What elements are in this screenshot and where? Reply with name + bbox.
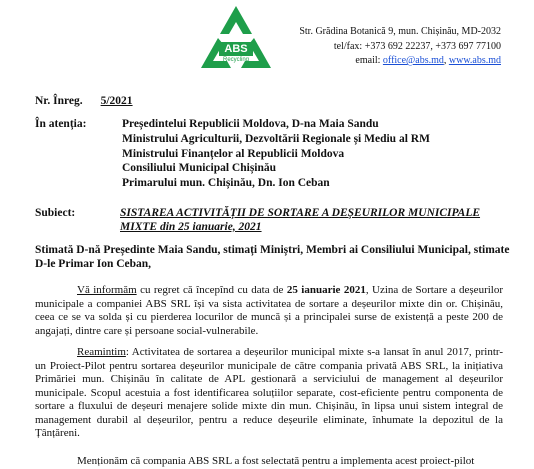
paragraph [35, 346, 503, 441]
subject-label: Subiect: [35, 207, 76, 219]
recipient: Consiliului Municipal Chișinău [122, 162, 277, 175]
registration [35, 95, 133, 107]
email-line [299, 54, 501, 69]
paragraph-bold: 25 ianuarie 2021 [286, 284, 366, 296]
paragraph-text: Menționăm că compania ABS SRL a fost selectată pentru a implementa acest proiect-pilot [77, 455, 475, 467]
recipient: Ministrului Agriculturii, Dezvoltării Regionale și Mediu al RM [122, 132, 430, 145]
paragraph-text: : Activitatea de sortarea a deșeurilor municipal mixte s-a lansat în anul 2017, printr-un Proiect-Pilot pentru sortarea deșeurilor municipale de către compania privată ABS SRL, la inițiativa Primăriei mun. Chișinău în calitate de APL gestionară a serviciului de management al deșeurilor municipale. Scopul acestuia a fost identificarea soluțiilor separate, cost-eficiente pentru componenta de sortare a fluxului de deșeuri menajere solide mixte din mun. Chișinău, în lipsa unui sistem integral de management durabil al deșeurilor, pentru a reduce deșeurile eliminate, înhumate la depozitul de la Țânțăreni. [35, 346, 503, 439]
recipient-list [122, 117, 430, 191]
telfax: tel/fax: +373 692 22237, +373 697 77100 [333, 40, 501, 52]
paragraph [35, 284, 503, 338]
company-logo [197, 4, 275, 74]
contact-block [299, 25, 501, 69]
attention-label: În atenția: [35, 118, 87, 130]
recipient: Ministrului Finanțelor al Republicii Moldova [122, 147, 345, 160]
email-link[interactable]: office@abs.md [382, 55, 444, 66]
paragraph-text: , Uzina de Sortare a deșeurilor municipale a companiei ABS SRL își va sista activitatea de sortare a deșeurilor mixte din or. Chișinău, ceea ce se va solda și cu pierderea locurilor de muncă și a principalei surse de existență a peste 200 de angajați, dintre care și persoane social-vulnerabile. [35, 284, 504, 337]
address: Str. Grădina Botanică 9, mun. Chișinău, MD-2032 [299, 26, 501, 37]
recipient: Președintelui Republicii Moldova, D-na Maia Sandu [122, 118, 379, 130]
subject-text: SISTAREA ACTIVITĂȚII DE SORTARE A DEȘEURILOR MUNICIPALE MIXTE din 25 ianuarie, 2021 [120, 207, 481, 233]
logo-text: ABS [219, 42, 253, 56]
registration-label: Nr. Înreg. [35, 95, 83, 107]
paragraph-lead: Vă informăm [77, 284, 137, 296]
paragraph-lead: Reamintim [77, 346, 126, 358]
logo-subtext: Recycling [222, 57, 249, 63]
contact-separator: , [443, 55, 447, 66]
website-link[interactable]: www.abs.md [448, 55, 501, 66]
registration-number: 5/2021 [100, 95, 133, 107]
recycle-triangle-icon [197, 4, 275, 74]
email-label: email: [355, 55, 381, 66]
greeting: Stimată D-nă Președinte Maia Sandu, stimați Miniștri, Membri ai Consiliului Municipal, stimate D-le Primar Ion Ceban, [35, 244, 510, 270]
paragraph-text: cu regret că începînd cu data de [136, 284, 287, 296]
recipient: Primarului mun. Chișinău, Dn. Ion Ceban [122, 177, 330, 190]
